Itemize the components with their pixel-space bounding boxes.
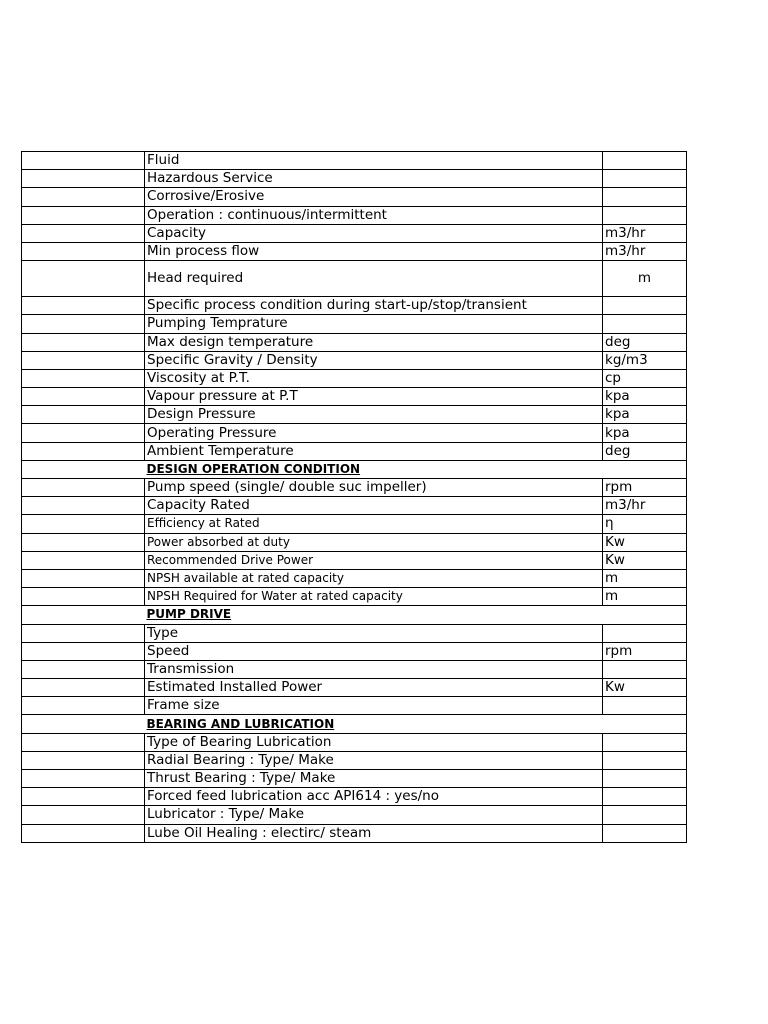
row-value-cell: [22, 551, 145, 569]
row-unit: [603, 152, 687, 170]
row-label: Capacity Rated: [145, 497, 603, 515]
table-row: [22, 315, 687, 333]
table-row: [22, 424, 687, 442]
row-unit: [603, 315, 687, 333]
row-label: Frame size: [145, 697, 603, 715]
row-value-cell: [22, 824, 145, 842]
row-value-cell: [22, 679, 145, 697]
row-label: Capacity: [145, 224, 603, 242]
table-row: [22, 242, 687, 260]
row-unit: kpa: [603, 406, 687, 424]
row-unit: [603, 624, 687, 642]
row-unit: m: [603, 588, 687, 606]
row-unit: m: [603, 261, 687, 297]
table-row: [22, 388, 687, 406]
table-row: [22, 660, 687, 678]
row-label: Max design temperature: [145, 333, 603, 351]
row-unit: [603, 206, 687, 224]
row-unit: [603, 188, 687, 206]
row-label: Viscosity at P.T.: [145, 369, 603, 387]
table-row: [22, 369, 687, 387]
table-row: [22, 624, 687, 642]
row-label: Recommended Drive Power: [145, 551, 603, 569]
row-unit: kpa: [603, 424, 687, 442]
row-unit: Kw: [603, 551, 687, 569]
row-value-cell: [22, 242, 145, 260]
row-label: Operation : continuous/intermittent: [145, 206, 603, 224]
row-unit: [603, 460, 687, 478]
table-row: [22, 206, 687, 224]
row-unit: deg: [603, 442, 687, 460]
row-value-cell: [22, 206, 145, 224]
row-unit: [603, 170, 687, 188]
row-label: Pumping Temprature: [145, 315, 603, 333]
row-value-cell: [22, 261, 145, 297]
row-value-cell: [22, 751, 145, 769]
row-value-cell: [22, 788, 145, 806]
row-value-cell: [22, 569, 145, 587]
row-label: Power absorbed at duty: [145, 533, 603, 551]
row-label: Transmission: [145, 660, 603, 678]
row-label: Forced feed lubrication acc API614 : yes/no: [145, 788, 603, 806]
table-row: [22, 751, 687, 769]
row-value-cell: [22, 224, 145, 242]
row-value-cell: [22, 388, 145, 406]
row-value-cell: [22, 642, 145, 660]
row-value-cell: [22, 770, 145, 788]
row-value-cell: [22, 369, 145, 387]
row-unit: rpm: [603, 479, 687, 497]
row-value-cell: [22, 424, 145, 442]
table-row: [22, 442, 687, 460]
table-row: [22, 224, 687, 242]
row-unit: m: [603, 569, 687, 587]
row-label: Estimated Installed Power: [145, 679, 603, 697]
row-value-cell: [22, 351, 145, 369]
table-row: [22, 351, 687, 369]
row-value-cell: [22, 406, 145, 424]
row-label: Hazardous Service: [145, 170, 603, 188]
row-value-cell: [22, 660, 145, 678]
table-row: [22, 170, 687, 188]
row-unit: [603, 697, 687, 715]
table-row: [22, 152, 687, 170]
row-label: Type: [145, 624, 603, 642]
row-value-cell: [22, 479, 145, 497]
row-label: Thrust Bearing : Type/ Make: [145, 770, 603, 788]
row-value-cell: [22, 515, 145, 533]
row-label: Corrosive/Erosive: [145, 188, 603, 206]
row-value-cell: [22, 806, 145, 824]
row-unit: [603, 733, 687, 751]
row-label: Speed: [145, 642, 603, 660]
row-value-cell: [22, 606, 145, 624]
row-unit: Kw: [603, 533, 687, 551]
row-label: Operating Pressure: [145, 424, 603, 442]
table-row: [22, 497, 687, 515]
pump-datasheet-table: [21, 151, 687, 843]
row-label: Pump speed (single/ double suc impeller): [145, 479, 603, 497]
row-unit: rpm: [603, 642, 687, 660]
row-value-cell: [22, 624, 145, 642]
row-value-cell: [22, 588, 145, 606]
row-label: Min process flow: [145, 242, 603, 260]
row-unit: [603, 751, 687, 769]
table-row: [22, 479, 687, 497]
section-title: DESIGN OPERATION CONDITION: [145, 460, 603, 478]
section-header-row: [22, 606, 687, 624]
row-value-cell: [22, 188, 145, 206]
table-row: [22, 515, 687, 533]
section-header-row: [22, 715, 687, 733]
row-value-cell: [22, 733, 145, 751]
row-label: Head required: [145, 261, 603, 297]
row-label: Vapour pressure at P.T: [145, 388, 603, 406]
row-unit: kpa: [603, 388, 687, 406]
row-label: Efficiency at Rated: [145, 515, 603, 533]
row-label: Lube Oil Healing : electirc/ steam: [145, 824, 603, 842]
row-label: NPSH available at rated capacity: [145, 569, 603, 587]
row-label: NPSH Required for Water at rated capacity: [145, 588, 603, 606]
row-unit: [603, 715, 687, 733]
row-value-cell: [22, 442, 145, 460]
row-unit: [603, 297, 687, 315]
table-row: [22, 733, 687, 751]
table-row: [22, 697, 687, 715]
row-value-cell: [22, 533, 145, 551]
table-row: [22, 188, 687, 206]
table-row: [22, 261, 687, 297]
row-unit: [603, 660, 687, 678]
row-unit: cp: [603, 369, 687, 387]
row-value-cell: [22, 297, 145, 315]
table-row: [22, 824, 687, 842]
row-value-cell: [22, 460, 145, 478]
row-label: Type of Bearing Lubrication: [145, 733, 603, 751]
row-label: Ambient Temperature: [145, 442, 603, 460]
row-unit: [603, 770, 687, 788]
table-row: [22, 333, 687, 351]
row-unit: [603, 788, 687, 806]
table-row: [22, 806, 687, 824]
row-label: Design Pressure: [145, 406, 603, 424]
section-title: PUMP DRIVE: [145, 606, 603, 624]
row-unit: [603, 806, 687, 824]
row-value-cell: [22, 697, 145, 715]
row-value-cell: [22, 497, 145, 515]
row-unit: m3/hr: [603, 242, 687, 260]
row-unit: m3/hr: [603, 224, 687, 242]
row-unit: deg: [603, 333, 687, 351]
table-row: [22, 406, 687, 424]
table-row: [22, 642, 687, 660]
table-row: [22, 679, 687, 697]
table-row: [22, 770, 687, 788]
row-unit: Kw: [603, 679, 687, 697]
row-value-cell: [22, 315, 145, 333]
section-title: BEARING AND LUBRICATION: [145, 715, 603, 733]
row-label: Specific Gravity / Density: [145, 351, 603, 369]
row-value-cell: [22, 333, 145, 351]
section-header-row: [22, 460, 687, 478]
row-unit: kg/m3: [603, 351, 687, 369]
row-value-cell: [22, 715, 145, 733]
row-unit: η: [603, 515, 687, 533]
row-value-cell: [22, 170, 145, 188]
table-row: [22, 297, 687, 315]
row-label: Fluid: [145, 152, 603, 170]
table-row: [22, 788, 687, 806]
table-row: [22, 588, 687, 606]
table-row: [22, 569, 687, 587]
row-unit: [603, 606, 687, 624]
table-row: [22, 533, 687, 551]
row-unit: [603, 824, 687, 842]
row-label: Specific process condition during start-up/stop/transient: [145, 297, 603, 315]
row-label: Radial Bearing : Type/ Make: [145, 751, 603, 769]
row-value-cell: [22, 152, 145, 170]
table-row: [22, 551, 687, 569]
row-unit: m3/hr: [603, 497, 687, 515]
row-label: Lubricator : Type/ Make: [145, 806, 603, 824]
